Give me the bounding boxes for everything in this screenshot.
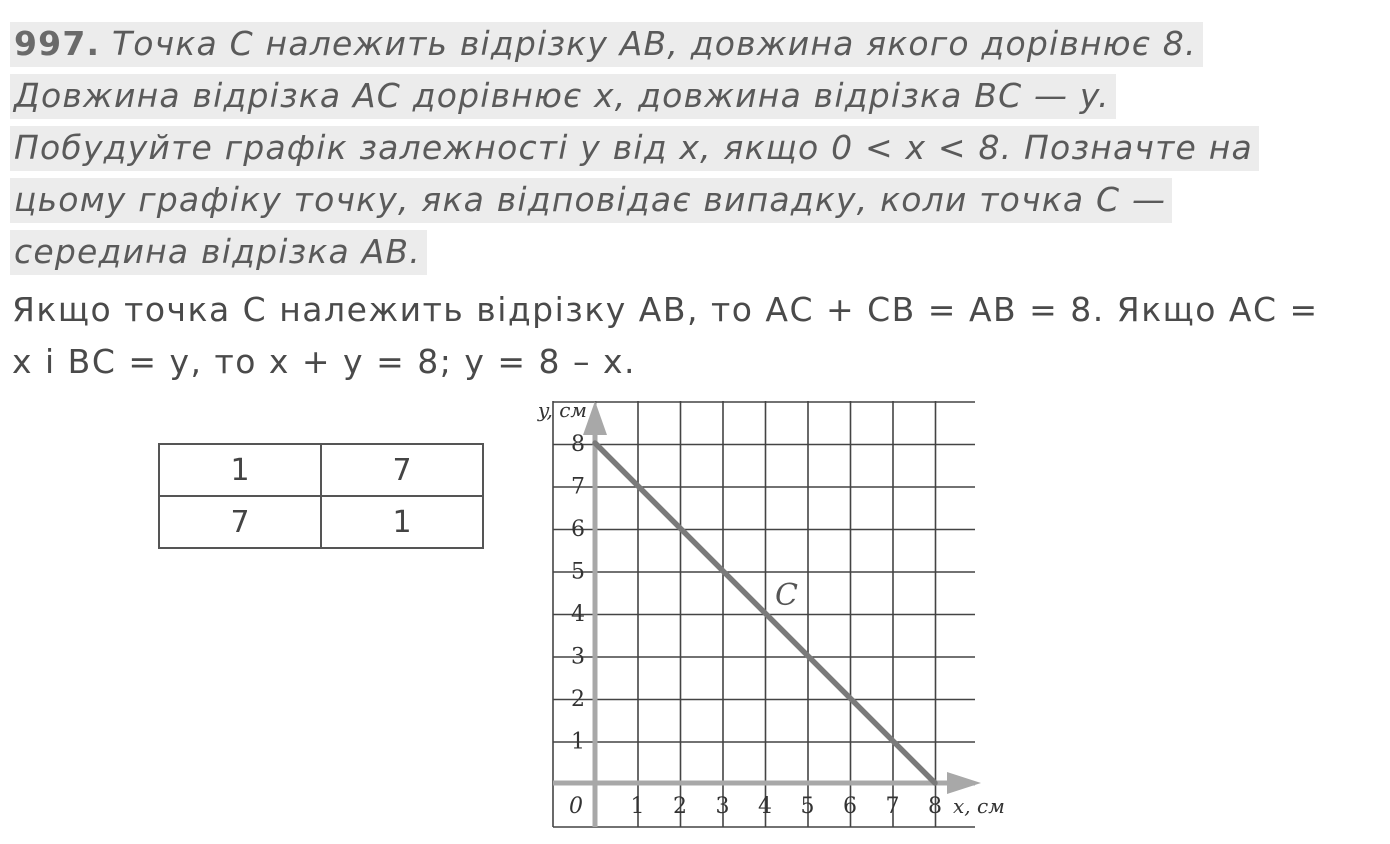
point-c-label: C [775, 578, 798, 613]
problem-line-3 [10, 122, 1380, 174]
problem-text-1: Точка С належить відрізку АВ, довжина якого дорівнює 8. [111, 24, 1197, 63]
x-tick-label: 5 [800, 794, 815, 819]
y-tick-label: 2 [571, 687, 585, 712]
y-axis-label: y, см [537, 398, 587, 422]
y-tick-label: 3 [571, 644, 585, 670]
problem-text-2: Довжина відрізка АС дорівнює x, довжина відрізка ВС — y. [10, 74, 1116, 119]
solution-text [12, 284, 1390, 388]
x-axis-arrow [947, 772, 981, 794]
origin-label: 0 [569, 794, 583, 819]
line-graph [515, 395, 1035, 835]
x-tick-label: 6 [843, 794, 857, 819]
problem-number: 997. [14, 24, 101, 63]
y-tick-label: 4 [571, 602, 585, 627]
values-table [158, 443, 484, 549]
solution-line-1: Якщо точка С належить відрізку АВ, то АС + СВ = АВ = 8. Якщо АС = [12, 290, 1319, 329]
table-cell: 7 [321, 444, 483, 496]
x-tick-label: 2 [673, 794, 687, 819]
problem-line-1 [10, 18, 1380, 70]
problem-line-5 [10, 226, 1380, 278]
problem-statement [10, 18, 1380, 278]
x-tick-label: 3 [715, 794, 730, 819]
solution-line-2: x і ВС = y, то x + y = 8; y = 8 – x. [12, 342, 636, 381]
table-cell: 1 [159, 444, 321, 496]
problem-text-4: цьому графіку точку, яка відповідає випадку, коли точка С — [10, 178, 1172, 223]
x-tick-label: 7 [885, 794, 900, 819]
table-row [159, 496, 483, 548]
table-row [159, 444, 483, 496]
y-tick-label: 1 [571, 729, 585, 755]
y-tick-label: 8 [571, 432, 585, 457]
x-tick-label: 8 [928, 794, 942, 819]
table-cell: 7 [159, 496, 321, 548]
table-cell: 1 [321, 496, 483, 548]
problem-line-2 [10, 70, 1380, 122]
x-tick-label: 4 [758, 794, 772, 819]
problem-text-3: Побудуйте графік залежності y від x, якщо 0 < x < 8. Позначте на [10, 126, 1259, 171]
y-tick-label: 6 [571, 517, 585, 542]
x-tick-label: 1 [630, 794, 645, 819]
y-tick-label: 7 [571, 474, 585, 500]
problem-text-5: середина відрізка АВ. [10, 230, 427, 275]
problem-line-4 [10, 174, 1380, 226]
x-axis-label: x, см [953, 794, 1005, 818]
y-tick-label: 5 [571, 559, 585, 585]
